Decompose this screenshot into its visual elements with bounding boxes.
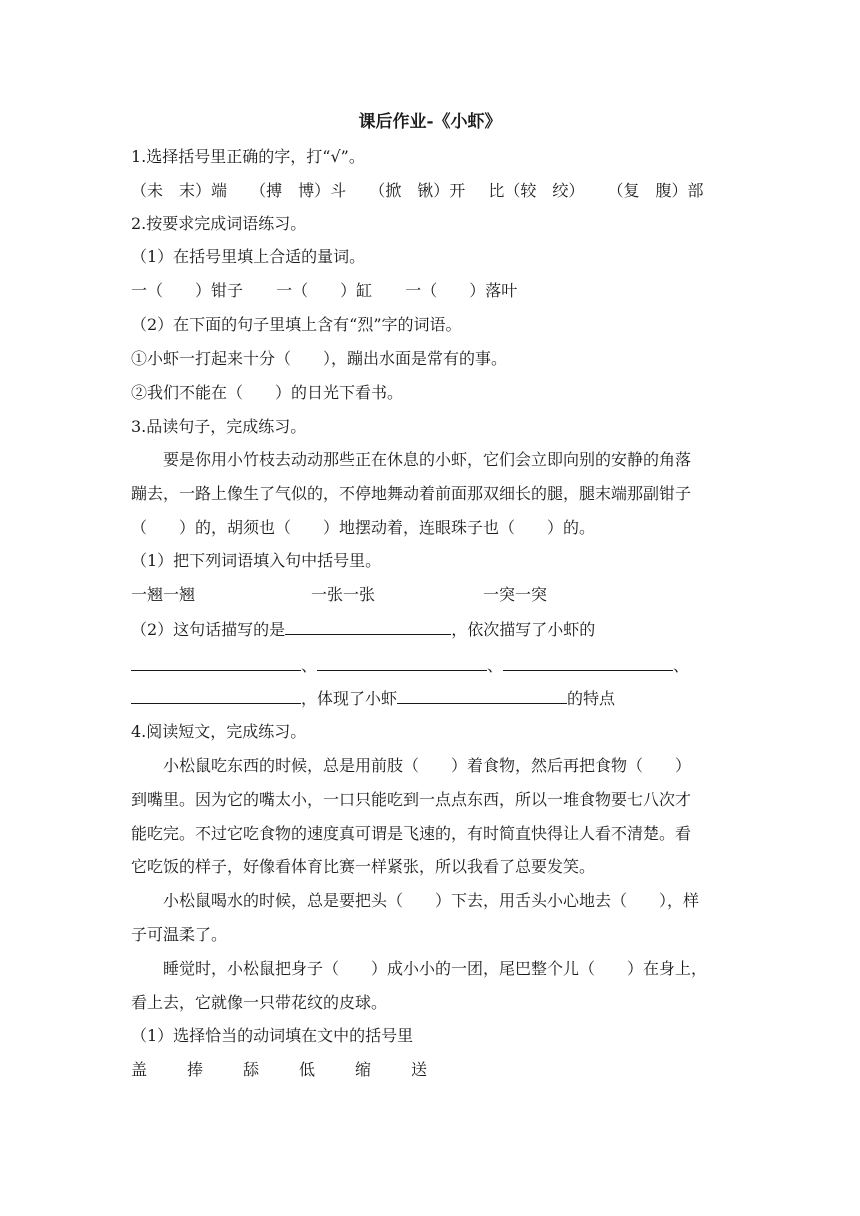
q3-part2-text: （2）这句话描写的是	[131, 620, 286, 639]
q1-choice: （复 腹）部	[607, 181, 704, 200]
answer-blank[interactable]	[397, 687, 567, 704]
q1-choice: （未 末）端	[131, 181, 228, 200]
q4-passage-line: 睡觉时，小松鼠把身子（ ）成小小的一团，尾巴整个儿（ ）在身上，	[163, 959, 708, 978]
q4-passage-line: 小松鼠吃东西的时候，总是用前肢（ ）着食物，然后再把食物（ ）	[163, 756, 692, 775]
worksheet-title: 课后作业-《小虾》	[358, 112, 502, 132]
q3-paragraph-line: 要是你用小竹枝去动动那些正在休息的小虾，它们会立即向别的安静的角落	[163, 450, 692, 469]
verb-bank-item: 舔	[243, 1060, 260, 1079]
q4-passage-line: 它吃饭的样子，好像看体育比赛一样紧张，所以我看了总要发笑。	[131, 857, 596, 876]
q2-heading: 2.按要求完成词语练习。	[131, 214, 307, 233]
verb-bank-item: 捧	[187, 1060, 204, 1079]
verb-bank-item: 低	[299, 1060, 316, 1079]
q3-paragraph-line: 蹦去，一路上像生了气似的，不停地舞动着前面那双细长的腿，腿末端那副钳子	[131, 484, 692, 503]
q3-part2	[131, 618, 595, 641]
separator: 、	[301, 656, 318, 675]
separator: 、	[487, 656, 504, 675]
q1-choices	[131, 180, 721, 202]
q3-part2-text: ，体现了小虾	[301, 689, 398, 708]
measure-item: 一（ ）缸	[276, 281, 373, 300]
q2-sentence1: ①小虾一打起来十分（ ），蹦出水面是常有的事。	[131, 349, 508, 368]
q3-heading: 3.品读句子，完成练习。	[131, 417, 307, 436]
answer-blank[interactable]	[131, 654, 301, 671]
q3-blank-row	[131, 687, 615, 710]
measure-item: 一（ ）钳子	[131, 281, 244, 300]
q2-sentence2: ②我们不能在（ ）的日光下看书。	[131, 383, 404, 402]
verb-bank-item: 缩	[355, 1060, 372, 1079]
answer-blank[interactable]	[285, 618, 451, 635]
q4-part1: （1）选择恰当的动词填在文中的括号里	[131, 1026, 414, 1045]
q2-part2: （2）在下面的句子里填上含有“烈”字的词语。	[131, 315, 462, 334]
q4-passage-line: 到嘴里。因为它的嘴太小，一口只能吃到一点点东西，所以一堆食物要七八次才	[131, 790, 692, 809]
word-bank-item: 一张一张	[311, 585, 376, 604]
q4-verb-bank	[131, 1059, 467, 1081]
word-bank-item: 一翘一翘	[131, 585, 196, 604]
answer-blank[interactable]	[503, 654, 673, 671]
measure-item: 一（ ）落叶	[405, 281, 518, 300]
verb-bank-item: 盖	[131, 1060, 148, 1079]
q4-heading: 4.阅读短文，完成练习。	[131, 722, 307, 741]
q4-passage-line: 看上去，它就像一只带花纹的皮球。	[131, 993, 388, 1012]
q4-passage-line: 子可温柔了。	[131, 925, 228, 944]
q2-measure-words	[131, 280, 545, 302]
q3-blank-row	[131, 654, 689, 677]
q3-paragraph-line: （ ）的，胡须也（ ）地摆动着，连眼珠子也（ ）的。	[131, 518, 596, 537]
q3-part2-text: 的特点	[567, 689, 616, 708]
q4-passage-line: 能吃完。不过它吃食物的速度真可谓是飞速的，有时简直快得让人看不清楚。看	[131, 824, 692, 843]
q1-choice: （搏 博）斗	[250, 181, 347, 200]
answer-blank[interactable]	[131, 687, 301, 704]
q1-choice: 比（较 绞）	[488, 181, 585, 200]
q2-part1: （1）在括号里填上合适的量词。	[131, 247, 366, 266]
q1-choice: （掀 锹）开	[369, 181, 466, 200]
q3-part1: （1）把下列词语填入句中括号里。	[131, 551, 382, 570]
word-bank-item: 一突一突	[483, 585, 548, 604]
q3-part2-text: ，依次描写了小虾的	[451, 620, 596, 639]
separator: 、	[673, 656, 690, 675]
q4-passage-line: 小松鼠喝水的时候，总是要把头（ ）下去，用舌头小心地去（ ），样	[163, 891, 700, 910]
q3-word-bank	[131, 584, 663, 606]
answer-blank[interactable]	[317, 654, 487, 671]
verb-bank-item: 送	[411, 1060, 428, 1079]
q1-heading: 1.选择括号里正确的字，打“√”。	[131, 147, 365, 166]
